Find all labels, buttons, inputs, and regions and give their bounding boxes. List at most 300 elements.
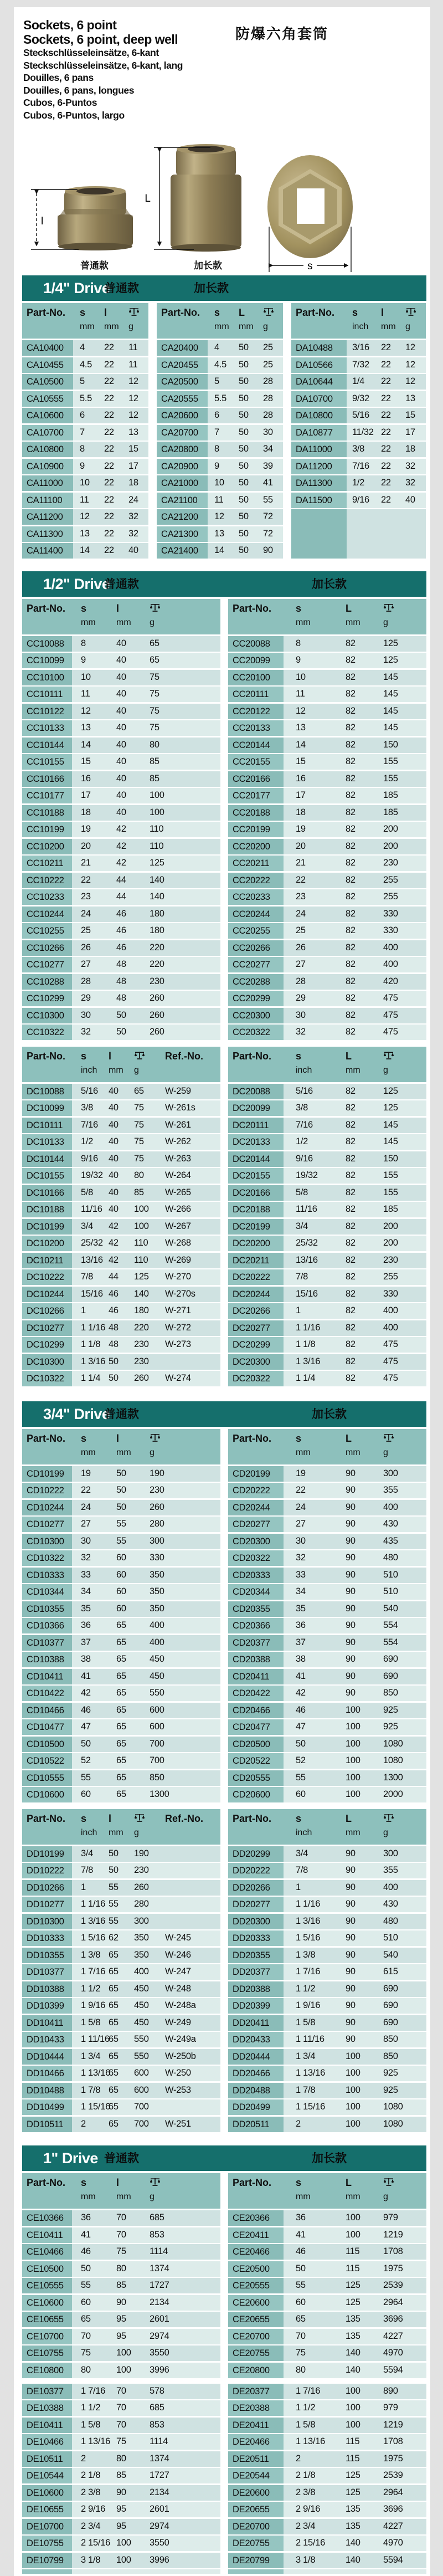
weight-value: 85 [150,756,159,766]
weight-value: 2964 [383,2487,403,2497]
part-no-cell: CD20522 [228,1753,284,1769]
normal-type-label: 普通款 [104,2152,139,2165]
part-no-cell: CD10411 [22,1669,72,1684]
weight-value: 280 [134,1899,149,1909]
weight-value: 550 [134,2051,149,2061]
length-value: 70 [116,2385,126,2396]
length-value: 40 [109,1136,119,1146]
length-value: 90 [346,1848,356,1858]
table-row [228,1686,426,1701]
weight-value: 350 [150,1569,164,1580]
length-value: 22 [104,376,114,386]
part-no-cell: CC10299 [22,991,72,1006]
row-values [208,475,283,491]
s-value: 6 [214,410,219,420]
weight-value: 350 [134,1933,149,1943]
s-value: 12 [296,705,306,716]
s-value: 10 [81,672,91,682]
s-value: 9 [80,460,85,471]
part-no-cell: DC10099 [22,1100,72,1116]
part-no-cell: CA21200 [157,509,208,525]
page-title: Sockets, 6 point [23,18,117,32]
part-no-cell: DE20511 [228,2451,284,2467]
part-no-header: Part-No. [27,1050,66,1062]
row-values [72,957,220,972]
table-group [157,303,283,560]
length-value: 75 [116,2246,126,2256]
row-values [72,2278,220,2293]
ref-no-value: W-270 [165,1272,191,1282]
ref-no-value: W-274 [165,1373,191,1383]
row-values [72,2049,220,2065]
length-value: 40 [116,672,126,682]
table-row [22,1134,220,1150]
s-value: 60 [296,1789,306,1799]
length-value: 82 [346,1254,356,1265]
row-values [284,2312,426,2327]
length-value: 50 [109,1865,119,1875]
row-values [284,788,426,803]
s-header: s mm [81,602,96,627]
table-row [22,1880,220,1896]
weight-value: 510 [383,1933,398,1943]
part-no-cell: DE20799 [228,2553,284,2568]
length-header: l mm [116,602,131,627]
row-values [284,1253,426,1268]
weight-value: 2974 [150,2331,169,2341]
s-value: 46 [81,1704,91,1715]
row-values [284,1354,426,1370]
length-header: l mm [116,1432,131,1457]
weight-value: 4227 [383,2521,403,2531]
length-value: 22 [104,444,114,454]
s-value: 55 [81,2280,91,2290]
part-no-cell: DE10511 [22,2451,72,2467]
part-no-cell: CC20099 [228,653,284,668]
length-value: 46 [109,1305,119,1315]
s-value: 65 [81,2314,91,2324]
part-no-cell: CD20377 [228,1635,284,1651]
row-values [284,1151,426,1167]
table-row [22,1652,220,1667]
part-no-cell: DC10111 [22,1118,72,1133]
table-row [228,1100,426,1116]
part-no-header: Part-No. [27,1812,66,1824]
length-value: 40 [116,655,126,665]
part-no-cell: CC20266 [228,940,284,956]
length-value: 90 [346,1586,356,1596]
row-values [72,2418,220,2433]
part-no-cell: CE10555 [22,2278,72,2293]
row-values [72,1703,220,1718]
weight-value: 350 [134,1949,149,1960]
length-value: 65 [109,2051,119,2061]
weight-value: 100 [150,807,164,817]
empty-values [347,509,426,559]
balance-scale-icon [150,2177,161,2186]
s-value: 1 1/16 [81,1322,106,1333]
row-values [72,1753,220,1769]
length-value: 40 [109,1103,119,1113]
table-row [22,1517,220,1532]
s-value: 1 13/16 [81,2068,110,2078]
part-no-cell: DE10755 [22,2536,72,2551]
length-value: 125 [346,2280,360,2290]
weight-value: 2539 [383,2470,403,2480]
length-value: 22 [104,478,114,488]
row-values [347,374,426,390]
s-value: 2 15/16 [296,2538,325,2548]
row-values [284,2363,426,2378]
row-values [284,1287,426,1302]
weight-value: 125 [383,1103,398,1113]
row-values [72,2519,220,2534]
table-row [291,374,426,390]
table-row [228,1134,426,1150]
part-no-cell: CC10266 [22,940,72,956]
part-no-cell: DC20133 [228,1134,284,1150]
length-value: 22 [381,427,391,437]
table-row [291,340,426,356]
socket-photo-illustration [28,116,371,282]
part-no-cell: CD20300 [228,1534,284,1549]
s-value: 1 7/8 [81,2085,101,2095]
table-row [157,543,283,559]
weight-value: 15 [405,410,415,420]
part-no-cell: CC20299 [228,991,284,1006]
row-values [284,2536,426,2551]
ref-no-value: W-250 [165,2068,191,2078]
part-no-cell: CD10244 [22,1500,72,1515]
ref-no-value: W-251 [165,2118,191,2129]
length-value: 44 [116,892,126,902]
row-values [284,720,426,736]
row-values [284,1084,426,1099]
part-no-cell: DE20700 [228,2519,284,2534]
part-no-cell: CC20322 [228,1025,284,1040]
part-no-cell: DD20466 [228,2066,284,2081]
weight-value: 75 [150,705,159,716]
part-no-cell: DA11000 [291,442,347,457]
length-value: 82 [346,993,356,1003]
table-row [22,459,148,474]
row-values [72,687,220,702]
length-value: 65 [116,1755,126,1765]
part-no-cell: CA10455 [22,357,73,373]
row-values [284,1025,426,1040]
table-row [228,974,426,990]
weight-value: 100 [134,1221,149,1231]
length-value: 82 [346,1356,356,1366]
table-row [22,1534,220,1549]
weight-header: g [383,2177,394,2202]
row-values [284,1185,426,1201]
s-value: 7 [214,427,219,437]
table-header [157,303,283,339]
s-value: 19 [81,824,91,834]
s-header: s inch [296,1812,312,1837]
length-header: L mm [346,1050,360,1075]
s-value: 25 [296,925,306,935]
s-value: 8 [80,444,85,454]
weight-value: 32 [405,478,415,488]
table-row [228,1914,426,1929]
length-value: 95 [116,2521,126,2531]
weight-value: 578 [150,2385,164,2396]
table-row [22,1500,220,1515]
part-no-cell: DC20222 [228,1269,284,1285]
table-row [22,1320,220,1336]
row-values [72,1303,220,1319]
table-row [228,1466,426,1482]
s-value: 47 [81,1722,91,1732]
part-no-cell: CA11400 [22,543,73,559]
table-header [228,1047,426,1082]
table-row [228,2363,426,2378]
s-value: 1 5/8 [81,2017,101,2027]
length-value: 80 [116,2453,126,2464]
part-no-cell: CC10322 [22,1025,72,1040]
part-no-cell: CE10600 [22,2295,72,2311]
ref-no-value: W-249a [165,2034,196,2044]
weight-value: 255 [383,874,398,885]
table-row [228,2083,426,2098]
table-row [228,2032,426,2047]
length-value: 40 [116,790,126,800]
table-row [157,459,283,474]
weight-value: 475 [383,1010,398,1020]
length-value: 100 [346,1722,360,1732]
table-row [228,2384,426,2399]
empty-part-col [291,509,347,559]
table-row [228,991,426,1006]
row-values [72,720,220,736]
part-no-cell: DA10877 [291,425,347,441]
s-value: 24 [81,1502,91,1512]
length-value: 100 [346,2118,360,2129]
row-values [347,340,426,356]
row-values [72,1371,220,1386]
weight-value: 32 [405,460,415,471]
s-value: 41 [81,1671,91,1681]
table-row [157,374,283,390]
drive-section [22,275,426,560]
table-row [22,1669,220,1684]
length-value: 82 [346,925,356,935]
weight-value: 75 [150,672,159,682]
balance-scale-icon [383,1433,394,1442]
weight-value: 355 [383,1865,398,1875]
length-value: 42 [116,824,126,834]
s-value: 1 5/8 [81,2419,101,2430]
weight-value: 330 [150,1553,164,1563]
row-values [72,889,220,905]
part-no-cell: CC20255 [228,923,284,939]
drive-section [22,1401,426,2134]
part-no-cell: CC20288 [228,974,284,990]
part-no-cell: DD10411 [22,2015,72,2031]
part-no-cell: CD20366 [228,1618,284,1633]
row-values [208,493,283,508]
part-no-cell: CD10199 [22,1466,72,1482]
row-values [72,1534,220,1549]
part-no-cell: CD20422 [228,1686,284,1701]
weight-value: 850 [150,1772,164,1783]
s-value: 3/4 [81,1221,94,1231]
s-value: 13 [214,528,224,539]
s-value: 4 [80,342,85,352]
row-values [284,687,426,702]
table-row [22,493,148,508]
table-row [228,1219,426,1235]
row-values [284,1981,426,1997]
length-value: 140 [346,2364,360,2375]
length-value: 65 [116,1637,126,1647]
row-values [284,704,426,719]
row-values [284,991,426,1006]
part-no-cell: CC20200 [228,839,284,854]
s-value: 7/16 [352,460,369,471]
row-values [284,2244,426,2260]
s-value: 3/4 [296,1848,308,1858]
weight-value: 155 [383,773,398,783]
table-row [228,2261,426,2277]
weight-value: 1727 [150,2470,169,2480]
length-value: 50 [239,494,249,505]
row-values [284,1337,426,1353]
s-value: 2 3/4 [296,2521,316,2531]
part-no-cell: DE10377 [22,2384,72,2399]
s-header: s inch [352,307,369,331]
weight-value: 475 [383,1339,398,1349]
table-row [22,1168,220,1184]
length-header: l mm [104,307,119,331]
row-values [72,1964,220,1980]
row-values [347,459,426,474]
table-row [228,2418,426,2433]
weight-value: 80 [134,1170,144,1180]
weight-value: 110 [150,841,164,851]
length-value: 40 [109,1187,119,1197]
weight-value: 400 [383,1322,398,1333]
row-values [72,2536,220,2551]
long-type-label: 加长款 [312,2152,347,2165]
balance-scale-icon [383,1051,394,1060]
table-header [22,2173,220,2209]
part-no-header: Part-No. [233,602,272,614]
table-row [22,391,148,407]
part-no-cell: CA20600 [157,408,208,423]
ref-no-value: W-267 [165,1221,191,1231]
table-row [228,2227,426,2243]
table-row [228,1618,426,1633]
length-value: 82 [346,1170,356,1180]
part-no-cell: CA21300 [157,526,208,542]
row-values [73,425,148,441]
cut-off-row [22,2569,220,2574]
part-no-cell: DC10199 [22,1219,72,1235]
table-row [228,1981,426,1997]
s-header: s inch [81,1050,97,1075]
weight-value: 28 [263,410,273,420]
weight-value: 400 [383,1502,398,1512]
length-value: 46 [116,942,126,952]
s-value: 1 1/4 [81,1373,101,1383]
row-values [72,907,220,922]
s-value: 7/16 [296,1119,313,1130]
length-value: 50 [109,1356,119,1366]
table-row [228,670,426,685]
table-row [228,1008,426,1023]
part-no-header: Part-No. [233,1050,272,1062]
length-value: 65 [109,2017,119,2027]
s-header: s mm [81,1432,96,1457]
row-values [72,839,220,854]
length-value: 65 [116,1620,126,1630]
table-row [228,957,426,972]
row-values [72,2434,220,2450]
table-row [22,1737,220,1752]
weight-value: 32 [128,528,138,539]
part-no-cell: DC20099 [228,1100,284,1116]
s-value: 14 [296,739,306,750]
ref-no-value: W-253 [165,2085,191,2095]
row-values [72,2345,220,2361]
s-value: 19 [296,824,306,834]
table-row [228,771,426,787]
s-value: 1 [81,1305,86,1315]
table-header [22,1429,220,1464]
table-group [228,1429,426,1804]
table-row [22,442,148,457]
row-values [72,2083,220,2098]
section-title: 3/4" Drive [43,1405,110,1422]
part-no-cell: CC10211 [22,856,72,871]
weight-value: 925 [383,1722,398,1732]
table-row [228,1787,426,1802]
part-no-cell: CA11300 [22,526,73,542]
table-row [228,1719,426,1735]
s-value: 1 5/8 [296,2419,316,2430]
spec-table [22,1047,426,1388]
length-value: 40 [116,689,126,699]
s-value: 11 [80,494,89,505]
row-values [284,1483,426,1498]
row-values [72,1008,220,1023]
s-value: 9/32 [352,393,369,403]
row-values [284,1550,426,1566]
table-row [228,1584,426,1600]
part-no-cell: CC10233 [22,889,72,905]
weight-value: 140 [134,1288,149,1299]
row-values [284,2083,426,2098]
weight-value: 430 [383,1519,398,1529]
part-no-cell: CD20355 [228,1601,284,1617]
table-row [157,526,283,542]
weight-value: 3696 [383,2504,403,2514]
row-values [284,1320,426,1336]
table-row [22,1686,220,1701]
length-value: 22 [381,444,391,454]
table-row [22,1787,220,1802]
s-value: 60 [296,2297,306,2307]
length-header: L mm [239,307,254,331]
weight-value: 4970 [383,2538,403,2548]
length-value: 82 [346,1204,356,1214]
part-no-cell: DC20188 [228,1202,284,1217]
table-row [22,873,220,888]
length-value: 90 [346,1485,356,1495]
